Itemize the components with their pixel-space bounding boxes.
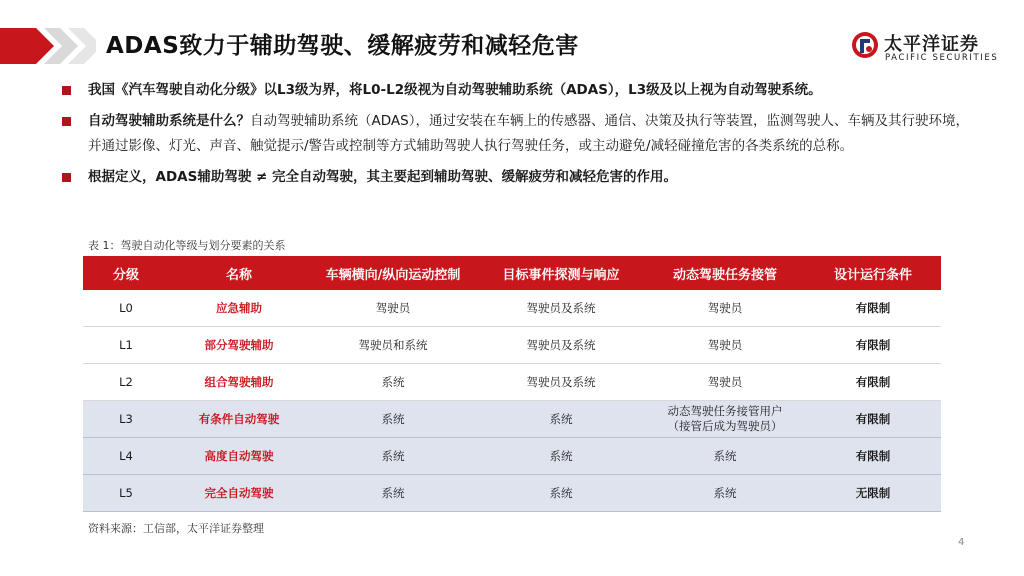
cell-event-detection: 驾驶员及系统: [477, 327, 645, 364]
bullet-bold-text: 自动驾驶辅助系统是什么？: [88, 113, 250, 129]
column-header-takeover: 动态驾驶任务接管: [645, 256, 805, 290]
cell-operating-conditions: 有限制: [805, 438, 941, 475]
bullet-square-icon: [62, 86, 71, 95]
pacific-logo-icon: [850, 30, 880, 60]
cell-event-detection: 驾驶员及系统: [477, 364, 645, 401]
cell-operating-conditions: 有限制: [805, 364, 941, 401]
cell-level: L2: [83, 364, 169, 401]
cell-takeover: [645, 475, 805, 512]
cell-name: 应急辅助: [169, 290, 309, 327]
automation-level-table: [83, 256, 941, 512]
table-row: [83, 327, 941, 364]
header-chevron-decoration: [0, 28, 96, 64]
cell-motion-control: 系统: [309, 401, 477, 438]
cell-level: L3: [83, 401, 169, 438]
page-title: ADAS致力于辅助驾驶、缓解疲劳和减轻危害: [106, 33, 579, 59]
table-row: [83, 475, 941, 512]
cell-takeover-line: 驾驶员: [707, 337, 743, 352]
bullet-bold-text: 根据定义，ADAS辅助驾驶 ≠ 完全自动驾驶，其主要起到辅助驾驶、缓解疲劳和减轻危害的作用。: [88, 169, 678, 185]
cell-level: L5: [83, 475, 169, 512]
column-header-motion-control: 车辆横向/纵向运动控制: [309, 256, 477, 290]
column-header-name: 名称: [169, 256, 309, 290]
cell-takeover-line: 驾驶员: [707, 374, 743, 389]
cell-operating-conditions: 无限制: [805, 475, 941, 512]
cell-motion-control: 驾驶员和系统: [309, 327, 477, 364]
cell-takeover: [645, 401, 805, 438]
cell-takeover: [645, 327, 805, 364]
cell-takeover: [645, 364, 805, 401]
column-header-operating-conditions: 设计运行条件: [805, 256, 941, 290]
table-header-row: [83, 256, 941, 290]
cell-name: 部分驾驶辅助: [169, 327, 309, 364]
table-caption: 表 1：驾驶自动化等级与划分要素的关系: [88, 239, 286, 252]
cell-level: L0: [83, 290, 169, 327]
cell-name: 组合驾驶辅助: [169, 364, 309, 401]
cell-takeover-note: （接管后成为驾驶员）: [667, 419, 783, 433]
cell-takeover: [645, 290, 805, 327]
column-header-event-detection: 目标事件探测与响应: [477, 256, 645, 290]
bullet-square-icon: [62, 117, 71, 126]
bullet-text: 自动驾驶辅助系统（ADAS），通过安装在车辆上的传感器、通信、决策及执行等装置，监测驾驶人、车辆及其行驶环境，并通过影像、灯光、声音、触觉提示/警告或控制等方式辅助驾驶人执行驾驶任务，或主动避免/减轻碰撞危害的各类系统的总称。: [88, 113, 969, 154]
cell-name: 有条件自动驾驶: [169, 401, 309, 438]
cell-motion-control: 驾驶员: [309, 290, 477, 327]
cell-event-detection: 系统: [477, 401, 645, 438]
cell-takeover-line: 系统: [713, 485, 737, 500]
bullet-bold-text: 我国《汽车驾驶自动化分级》以L3级为界，将L0-L2级视为自动驾驶辅助系统（ADAS），L3级及以上视为自动驾驶系统。: [88, 82, 822, 98]
logo-english-name: PACIFIC SECURITIES: [885, 53, 999, 63]
cell-level: L4: [83, 438, 169, 475]
cell-motion-control: 系统: [309, 438, 477, 475]
cell-operating-conditions: 有限制: [805, 401, 941, 438]
bullet-square-icon: [62, 173, 71, 182]
company-logo: [850, 28, 1000, 68]
table-row: [83, 364, 941, 401]
cell-operating-conditions: 有限制: [805, 290, 941, 327]
column-header-level: 分级: [83, 256, 169, 290]
cell-event-detection: 系统: [477, 475, 645, 512]
bullet-item: [62, 78, 982, 103]
cell-motion-control: 系统: [309, 475, 477, 512]
table-row: [83, 438, 941, 475]
cell-takeover-line: 驾驶员: [707, 300, 743, 315]
cell-motion-control: 系统: [309, 364, 477, 401]
cell-event-detection: 驾驶员及系统: [477, 290, 645, 327]
page-number: 4: [958, 537, 965, 548]
cell-operating-conditions: 有限制: [805, 327, 941, 364]
source-note: 资料来源：工信部，太平洋证券整理: [88, 522, 264, 535]
table-row: [83, 401, 941, 438]
bullet-item: [62, 109, 982, 159]
bullet-list: [62, 78, 982, 196]
table-row: [83, 290, 941, 327]
cell-takeover: [645, 438, 805, 475]
cell-takeover-line: 动态驾驶任务接管用户: [667, 404, 783, 418]
logo-chinese-name: 太平洋证券: [884, 34, 979, 55]
bullet-item: [62, 165, 982, 190]
cell-event-detection: 系统: [477, 438, 645, 475]
cell-name: 高度自动驾驶: [169, 438, 309, 475]
cell-takeover-line: 系统: [713, 448, 737, 463]
cell-level: L1: [83, 327, 169, 364]
cell-name: 完全自动驾驶: [169, 475, 309, 512]
